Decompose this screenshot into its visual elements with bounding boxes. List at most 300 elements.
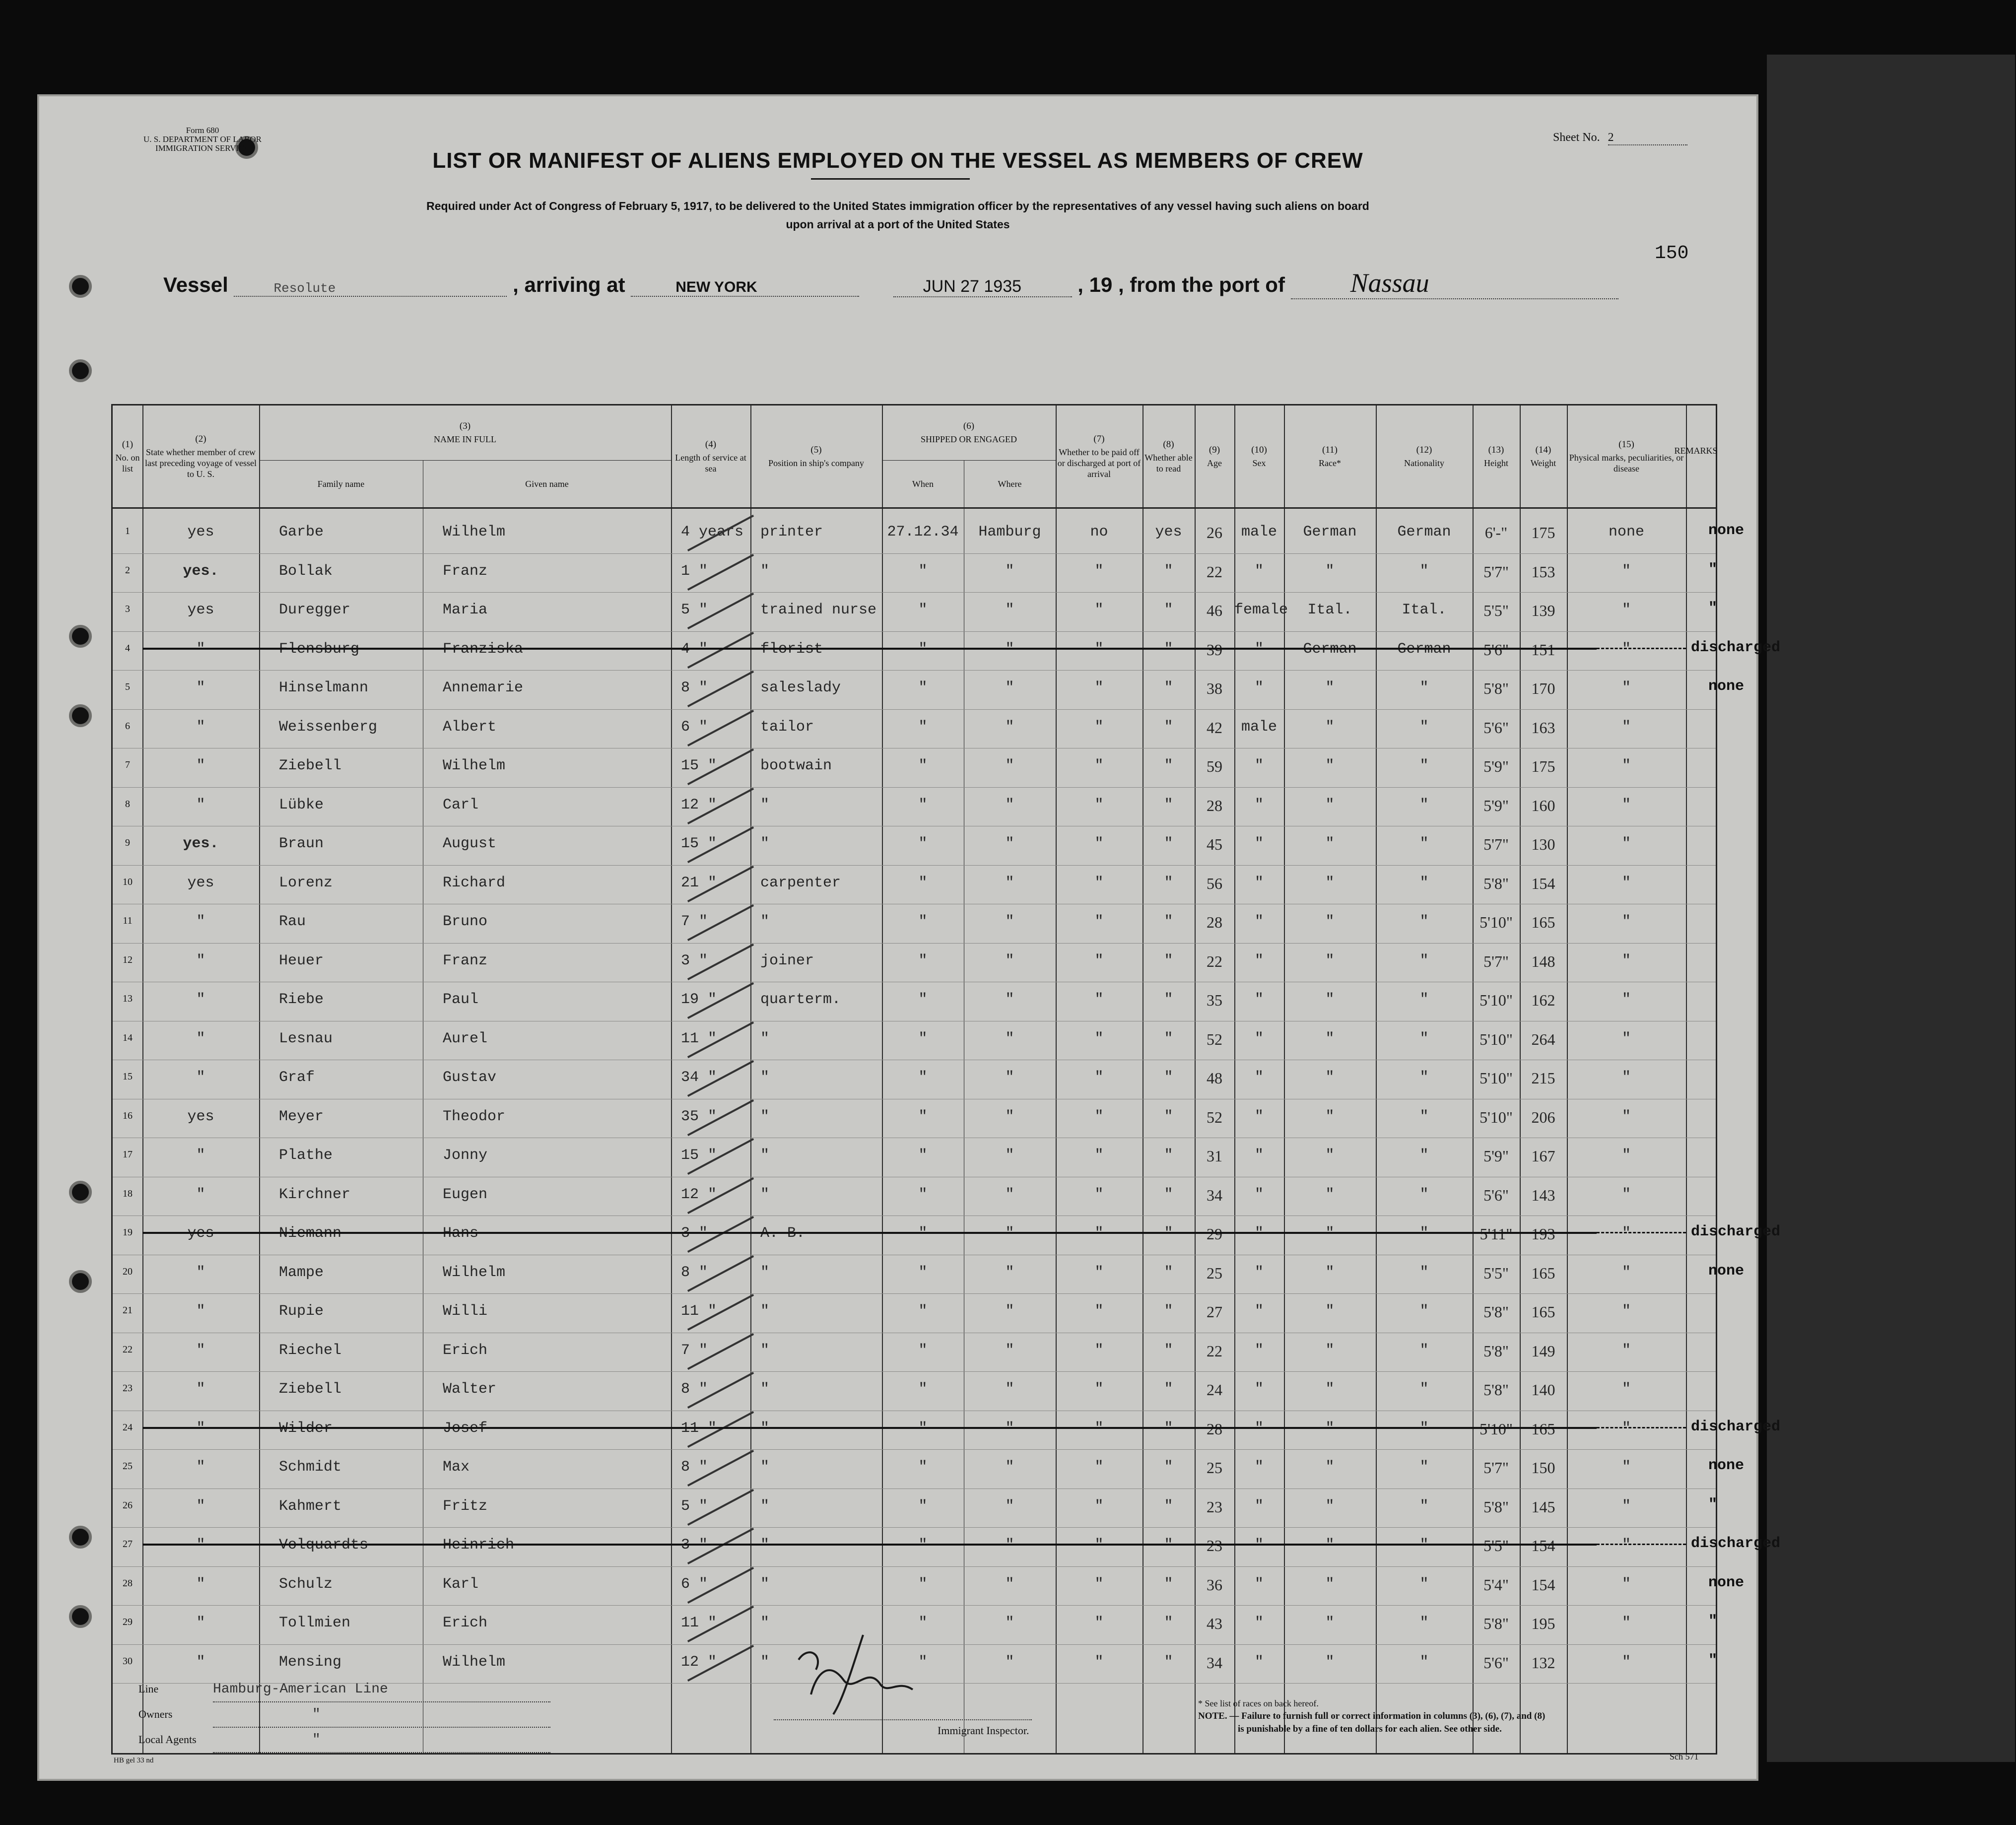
cell-marks: " bbox=[1621, 679, 1631, 696]
cell-remark: " bbox=[1708, 600, 1718, 617]
inspector-label: Immigrant Inspector. bbox=[938, 1724, 1029, 1737]
cell-paid: " bbox=[1094, 562, 1104, 580]
cell-given: Walter bbox=[443, 1381, 497, 1398]
table-row bbox=[113, 1333, 1716, 1372]
column-label: State whether member of crew last preceding voyage of vessel to U. S. bbox=[145, 447, 257, 479]
cell-prev: " bbox=[196, 952, 205, 969]
cell-race: " bbox=[1325, 1381, 1335, 1398]
cell-nat: " bbox=[1419, 913, 1429, 930]
owners-label: Owners bbox=[138, 1708, 173, 1720]
cell-given: August bbox=[443, 835, 497, 852]
cell-height: 5'10" bbox=[1479, 1030, 1513, 1048]
cell-weight: 154 bbox=[1531, 874, 1555, 892]
cell-family: Rupie bbox=[279, 1303, 324, 1320]
cell-marks: " bbox=[1621, 1419, 1631, 1437]
cell-when: " bbox=[918, 718, 928, 736]
cell-race: German bbox=[1303, 524, 1357, 541]
cell-nat: " bbox=[1419, 718, 1429, 736]
year-label: , 19 bbox=[1077, 273, 1113, 296]
cell-service: 35 " bbox=[681, 1108, 717, 1125]
cell-marks: " bbox=[1621, 835, 1631, 852]
cell-sex: " bbox=[1254, 952, 1264, 969]
cell-marks: " bbox=[1621, 1381, 1631, 1398]
table-row bbox=[113, 1372, 1716, 1411]
cell-position: " bbox=[760, 796, 770, 813]
cell-where: " bbox=[1005, 1069, 1014, 1086]
cell-age: 25 bbox=[1207, 1459, 1222, 1477]
cell-read: " bbox=[1164, 640, 1173, 658]
cell-position: " bbox=[760, 1342, 770, 1359]
cell-when: " bbox=[918, 952, 928, 969]
cell-nat: " bbox=[1419, 1303, 1429, 1320]
punch-hole bbox=[69, 1605, 92, 1628]
cell-position: " bbox=[760, 562, 770, 580]
cell-paid: " bbox=[1094, 796, 1104, 813]
cell-race: " bbox=[1325, 1342, 1335, 1359]
cell-nat: " bbox=[1419, 1147, 1429, 1164]
cell-service: 12 " bbox=[681, 1186, 717, 1203]
cell-height: 5'6" bbox=[1483, 640, 1509, 659]
cell-position: quarterm. bbox=[760, 991, 841, 1008]
cell-family: Tollmien bbox=[279, 1615, 351, 1631]
cell-family: Heuer bbox=[279, 952, 324, 969]
column-header bbox=[882, 406, 1056, 460]
cell-family: Schulz bbox=[279, 1575, 333, 1593]
cell-race: " bbox=[1325, 1615, 1335, 1631]
cell-height: 5'10" bbox=[1479, 913, 1513, 931]
strike-through-line bbox=[142, 1427, 1597, 1429]
cell-where: " bbox=[1005, 1225, 1014, 1242]
cell-age: 31 bbox=[1207, 1147, 1222, 1165]
cell-height: 5'8" bbox=[1483, 1381, 1509, 1399]
table-row bbox=[113, 1411, 1781, 1450]
table-row bbox=[113, 788, 1716, 826]
cell-weight: 165 bbox=[1531, 913, 1555, 931]
cell-sex: " bbox=[1254, 796, 1264, 813]
cell-weight: 132 bbox=[1531, 1653, 1555, 1672]
cell-age: 38 bbox=[1207, 679, 1222, 697]
cell-where: " bbox=[1005, 1303, 1014, 1320]
cell-height: 5'7" bbox=[1483, 1459, 1509, 1477]
cell-race: " bbox=[1325, 796, 1335, 813]
cell-when: " bbox=[918, 913, 928, 930]
cell-prev: " bbox=[196, 1264, 205, 1281]
cell-no: 22 bbox=[123, 1344, 133, 1355]
cell-paid: " bbox=[1094, 874, 1104, 891]
cell-height: 5'5" bbox=[1483, 1537, 1509, 1555]
cell-no: 16 bbox=[123, 1110, 133, 1121]
cell-height: 5'6" bbox=[1483, 1653, 1509, 1672]
cell-weight: 170 bbox=[1531, 679, 1555, 697]
cell-where: " bbox=[1005, 1186, 1014, 1203]
cell-read: " bbox=[1164, 1381, 1173, 1398]
cell-race: German bbox=[1303, 640, 1357, 658]
cell-given: Hans bbox=[443, 1225, 479, 1242]
cell-sex: " bbox=[1254, 835, 1264, 852]
cell-weight: 130 bbox=[1531, 835, 1555, 853]
table-row bbox=[113, 944, 1716, 982]
cell-sex: " bbox=[1254, 1537, 1264, 1554]
cell-height: 5'7" bbox=[1483, 952, 1509, 970]
cell-height: 5'7" bbox=[1483, 835, 1509, 853]
table-row bbox=[113, 1138, 1716, 1177]
cell-when: " bbox=[918, 1342, 928, 1359]
cell-height: 5'6" bbox=[1483, 718, 1509, 737]
cell-family: Hinselmann bbox=[279, 679, 369, 696]
cell-race: " bbox=[1325, 1186, 1335, 1203]
title-rule bbox=[811, 178, 970, 180]
cell-marks: " bbox=[1621, 1225, 1631, 1242]
column-header bbox=[142, 406, 259, 507]
cell-race: " bbox=[1325, 835, 1335, 852]
cell-given: Wilhelm bbox=[443, 757, 506, 774]
cell-no: 28 bbox=[123, 1577, 133, 1589]
cell-service: 11 " bbox=[681, 1030, 717, 1047]
cell-given: Josef bbox=[443, 1419, 488, 1437]
cell-marks: " bbox=[1621, 1069, 1631, 1086]
arriving-port: NEW YORK bbox=[631, 279, 859, 297]
table-row bbox=[113, 904, 1716, 943]
column-label: Height bbox=[1484, 458, 1508, 468]
cell-no: 4 bbox=[125, 642, 130, 654]
column-number: (11) bbox=[1322, 444, 1338, 455]
column-subheader: Given name bbox=[525, 478, 569, 489]
column-subheader: Where bbox=[998, 478, 1022, 489]
cell-prev: " bbox=[196, 1575, 205, 1593]
cell-read: " bbox=[1164, 1497, 1173, 1515]
cell-sex: " bbox=[1254, 679, 1264, 696]
table-row bbox=[113, 515, 1745, 553]
column-header bbox=[1234, 406, 1284, 507]
cell-nat: " bbox=[1419, 874, 1429, 891]
cell-read: " bbox=[1164, 679, 1173, 696]
cell-position: joiner bbox=[760, 952, 814, 969]
cell-read: " bbox=[1164, 1615, 1173, 1631]
cell-paid: " bbox=[1094, 602, 1104, 618]
column-number: (1) bbox=[122, 439, 134, 450]
cell-given: Bruno bbox=[443, 913, 488, 930]
table-row bbox=[113, 1099, 1716, 1138]
column-number: (8) bbox=[1163, 439, 1174, 450]
cell-family: Kirchner bbox=[279, 1186, 351, 1203]
cell-family: Riebe bbox=[279, 991, 324, 1008]
column-label: Whether able to read bbox=[1144, 452, 1193, 473]
cell-weight: 165 bbox=[1531, 1264, 1555, 1282]
strike-dash-line bbox=[1597, 1427, 1686, 1428]
cell-paid: " bbox=[1094, 1225, 1104, 1242]
cell-race: " bbox=[1325, 1303, 1335, 1320]
cell-given: Franziska bbox=[443, 640, 524, 658]
cell-service: 15 " bbox=[681, 757, 717, 774]
column-label: SHIPPED OR ENGAGED bbox=[920, 434, 1017, 444]
column-header bbox=[671, 406, 750, 507]
inspector-signature bbox=[769, 1625, 957, 1724]
cell-read: " bbox=[1164, 991, 1173, 1008]
cell-when: " bbox=[918, 1459, 928, 1476]
cell-nat: " bbox=[1419, 562, 1429, 580]
cell-where: " bbox=[1005, 1615, 1014, 1631]
cell-age: 28 bbox=[1207, 1419, 1222, 1438]
cell-age: 52 bbox=[1207, 1108, 1222, 1126]
cell-when: " bbox=[918, 1303, 928, 1320]
cell-marks: " bbox=[1621, 874, 1631, 891]
print-code: HB gel 33 nd bbox=[114, 1757, 154, 1764]
cell-prev: " bbox=[196, 1381, 205, 1398]
cell-race: " bbox=[1325, 1264, 1335, 1281]
cell-age: 22 bbox=[1207, 1342, 1222, 1360]
cell-sex: " bbox=[1254, 1303, 1264, 1320]
cell-given: Paul bbox=[443, 991, 479, 1008]
cell-where: " bbox=[1005, 1381, 1014, 1398]
table-row bbox=[113, 866, 1716, 904]
cell-paid: " bbox=[1094, 1303, 1104, 1320]
cell-weight: 264 bbox=[1531, 1030, 1555, 1048]
table-row bbox=[113, 826, 1716, 865]
cell-sex: " bbox=[1254, 1147, 1264, 1164]
cell-race: " bbox=[1325, 1653, 1335, 1671]
cell-age: 26 bbox=[1207, 524, 1222, 541]
cell-paid: " bbox=[1094, 913, 1104, 930]
cell-marks: " bbox=[1621, 913, 1631, 930]
cell-nat: " bbox=[1419, 679, 1429, 696]
cell-sex: " bbox=[1254, 1459, 1264, 1476]
cell-family: Flensburg bbox=[279, 640, 360, 658]
column-header bbox=[1473, 406, 1520, 507]
cell-no: 24 bbox=[123, 1421, 133, 1433]
cell-where: " bbox=[1005, 1419, 1014, 1437]
cell-where: " bbox=[1005, 718, 1014, 736]
cell-marks: " bbox=[1621, 757, 1631, 774]
cell-position: " bbox=[760, 1575, 770, 1593]
cell-marks: " bbox=[1621, 1653, 1631, 1671]
column-number: (7) bbox=[1093, 433, 1105, 444]
cell-given: Annemarie bbox=[443, 679, 524, 696]
column-label: REMARKS bbox=[1674, 446, 1718, 456]
cell-position: carpenter bbox=[760, 874, 841, 891]
cell-prev: " bbox=[196, 1537, 205, 1554]
column-subheader: When bbox=[912, 478, 934, 489]
schedule-code: Sch 571 bbox=[1670, 1752, 1699, 1761]
cell-nat: " bbox=[1419, 757, 1429, 774]
cell-paid: " bbox=[1094, 1147, 1104, 1164]
cell-sex: male bbox=[1241, 524, 1277, 541]
cell-height: 5'9" bbox=[1483, 757, 1509, 775]
cell-marks: " bbox=[1621, 602, 1631, 618]
cell-paid: " bbox=[1094, 718, 1104, 736]
cell-paid: " bbox=[1094, 1186, 1104, 1203]
table-row bbox=[113, 710, 1716, 748]
footer-notes bbox=[1198, 1697, 1545, 1736]
cell-position: saleslady bbox=[760, 679, 841, 696]
cell-age: 36 bbox=[1207, 1575, 1222, 1594]
cell-when: " bbox=[918, 1537, 928, 1554]
column-number: (13) bbox=[1488, 444, 1504, 455]
cell-sex: " bbox=[1254, 1497, 1264, 1515]
cell-position: " bbox=[760, 1459, 770, 1476]
cell-when: " bbox=[918, 562, 928, 580]
cell-given: Theodor bbox=[443, 1108, 506, 1125]
cell-read: " bbox=[1164, 952, 1173, 969]
cell-age: 29 bbox=[1207, 1225, 1222, 1243]
cell-position: " bbox=[760, 1497, 770, 1515]
column-number: (9) bbox=[1209, 444, 1220, 455]
cell-position: " bbox=[760, 1615, 770, 1631]
cell-nat: " bbox=[1419, 1575, 1429, 1593]
cell-paid: " bbox=[1094, 1419, 1104, 1437]
column-label: Age bbox=[1207, 458, 1222, 468]
strike-through-line bbox=[142, 1232, 1597, 1234]
subtitle-line-1: Required under Act of Congress of February 5, 1917, to be delivered to the United States immigration officer by the representatives of any vessel having such aliens on board bbox=[426, 200, 1369, 212]
cell-family: Wilder bbox=[279, 1419, 333, 1437]
cell-position: " bbox=[760, 1030, 770, 1047]
cell-race: " bbox=[1325, 1225, 1335, 1242]
column-label: Position in ship's company bbox=[768, 458, 864, 468]
column-header bbox=[1520, 406, 1567, 507]
cell-age: 28 bbox=[1207, 913, 1222, 931]
cell-read: " bbox=[1164, 1186, 1173, 1203]
cell-height: 5'6" bbox=[1483, 1186, 1509, 1204]
punch-hole bbox=[69, 1526, 92, 1549]
vessel-label: Vessel bbox=[163, 273, 228, 296]
cell-no: 5 bbox=[125, 681, 130, 692]
cell-paid: " bbox=[1094, 1615, 1104, 1631]
subtitle-line-2: upon arrival at a port of the United States bbox=[786, 218, 1010, 231]
cell-nat: " bbox=[1419, 1653, 1429, 1671]
cell-service: 15 " bbox=[681, 1147, 717, 1164]
cell-nat: " bbox=[1419, 1537, 1429, 1554]
cell-paid: " bbox=[1094, 679, 1104, 696]
cell-weight: 162 bbox=[1531, 991, 1555, 1009]
cell-sex: " bbox=[1254, 1186, 1264, 1203]
cell-age: 25 bbox=[1207, 1264, 1222, 1282]
cell-position: " bbox=[760, 1381, 770, 1398]
cell-paid: " bbox=[1094, 1459, 1104, 1476]
cell-where: " bbox=[1005, 1653, 1014, 1671]
cell-service: 19 " bbox=[681, 991, 717, 1008]
column-header bbox=[1284, 406, 1376, 507]
cell-given: Carl bbox=[443, 796, 479, 813]
cell-weight: 167 bbox=[1531, 1147, 1555, 1165]
cell-given: Franz bbox=[443, 952, 488, 969]
cell-marks: " bbox=[1621, 1108, 1631, 1125]
table-row bbox=[113, 632, 1781, 671]
cell-sex: " bbox=[1254, 913, 1264, 930]
cell-no: 23 bbox=[123, 1383, 133, 1394]
column-label: NAME IN FULL bbox=[434, 434, 496, 444]
cell-age: 43 bbox=[1207, 1615, 1222, 1632]
cell-read: " bbox=[1164, 1653, 1173, 1671]
cell-age: 45 bbox=[1207, 835, 1222, 853]
cell-where: " bbox=[1005, 796, 1014, 813]
cell-family: Lorenz bbox=[279, 874, 333, 891]
column-label: Sex bbox=[1252, 458, 1266, 468]
cell-weight: 143 bbox=[1531, 1186, 1555, 1204]
column-header bbox=[259, 406, 671, 460]
cell-prev: " bbox=[196, 1459, 205, 1476]
department-name: U. S. DEPARTMENT OF LABOR bbox=[143, 135, 262, 144]
cell-prev: " bbox=[196, 913, 205, 930]
cell-race: " bbox=[1325, 952, 1335, 969]
cell-age: 22 bbox=[1207, 952, 1222, 970]
cell-service: 15 " bbox=[681, 835, 717, 852]
cell-read: yes bbox=[1155, 524, 1182, 541]
column-header bbox=[750, 406, 882, 507]
cell-family: Mensing bbox=[279, 1653, 342, 1671]
cell-position: bootwain bbox=[760, 757, 832, 774]
strike-dash-line bbox=[1597, 1544, 1686, 1545]
cell-read: " bbox=[1164, 1069, 1173, 1086]
cell-where: " bbox=[1005, 562, 1014, 580]
cell-where: " bbox=[1005, 1030, 1014, 1047]
cell-position: " bbox=[760, 1653, 770, 1671]
cell-when: " bbox=[918, 874, 928, 891]
cell-race: Ital. bbox=[1307, 602, 1352, 618]
cell-nat: " bbox=[1419, 1225, 1429, 1242]
cell-prev: yes. bbox=[183, 562, 219, 580]
cell-when: 27.12.34 bbox=[887, 524, 959, 541]
cell-prev: " bbox=[196, 991, 205, 1008]
cell-position: " bbox=[760, 1303, 770, 1320]
cell-nat: " bbox=[1419, 1615, 1429, 1631]
cell-service: 5 " bbox=[681, 602, 708, 618]
column-label: Weight bbox=[1530, 458, 1556, 468]
cell-prev: " bbox=[196, 1497, 205, 1515]
cell-nat: " bbox=[1419, 1108, 1429, 1125]
cell-given: Heinrich bbox=[443, 1537, 515, 1554]
cell-age: 23 bbox=[1207, 1497, 1222, 1516]
column-header bbox=[1056, 406, 1142, 507]
cell-marks: " bbox=[1621, 1342, 1631, 1359]
cell-paid: " bbox=[1094, 1381, 1104, 1398]
cell-given: Karl bbox=[443, 1575, 479, 1593]
cell-given: Franz bbox=[443, 562, 488, 580]
cell-family: Kahmert bbox=[279, 1497, 342, 1515]
cell-given: Erich bbox=[443, 1342, 488, 1359]
table-row bbox=[113, 1060, 1716, 1099]
punch-hole bbox=[69, 275, 92, 298]
cell-position: " bbox=[760, 835, 770, 852]
cell-family: Volquardts bbox=[279, 1537, 369, 1554]
cell-family: Niemann bbox=[279, 1225, 342, 1242]
cell-sex: female bbox=[1234, 602, 1288, 618]
cell-read: " bbox=[1164, 1030, 1173, 1047]
cell-service: 7 " bbox=[681, 913, 708, 930]
cell-remark: " bbox=[1708, 1613, 1718, 1630]
cell-race: " bbox=[1325, 1537, 1335, 1554]
cell-race: " bbox=[1325, 1575, 1335, 1593]
cell-when: " bbox=[918, 835, 928, 852]
cell-race: " bbox=[1325, 1419, 1335, 1437]
cell-prev: " bbox=[196, 796, 205, 813]
cell-age: 35 bbox=[1207, 991, 1222, 1009]
cell-weight: 195 bbox=[1531, 1615, 1555, 1632]
cell-service: 6 " bbox=[681, 1575, 708, 1593]
cell-race: " bbox=[1325, 757, 1335, 774]
cell-service: 12 " bbox=[681, 1653, 717, 1671]
cell-age: 34 bbox=[1207, 1186, 1222, 1204]
cell-when: " bbox=[918, 1030, 928, 1047]
cell-prev: " bbox=[196, 1030, 205, 1047]
cell-read: " bbox=[1164, 718, 1173, 736]
cell-when: " bbox=[918, 1186, 928, 1203]
cell-no: 12 bbox=[123, 954, 133, 965]
from-port: Nassau bbox=[1291, 268, 1618, 299]
cell-weight: 149 bbox=[1531, 1342, 1555, 1360]
cell-no: 7 bbox=[125, 759, 130, 770]
cell-race: " bbox=[1325, 1147, 1335, 1164]
crew-manifest-table bbox=[111, 404, 1781, 1755]
cell-height: 6'-" bbox=[1484, 524, 1508, 541]
